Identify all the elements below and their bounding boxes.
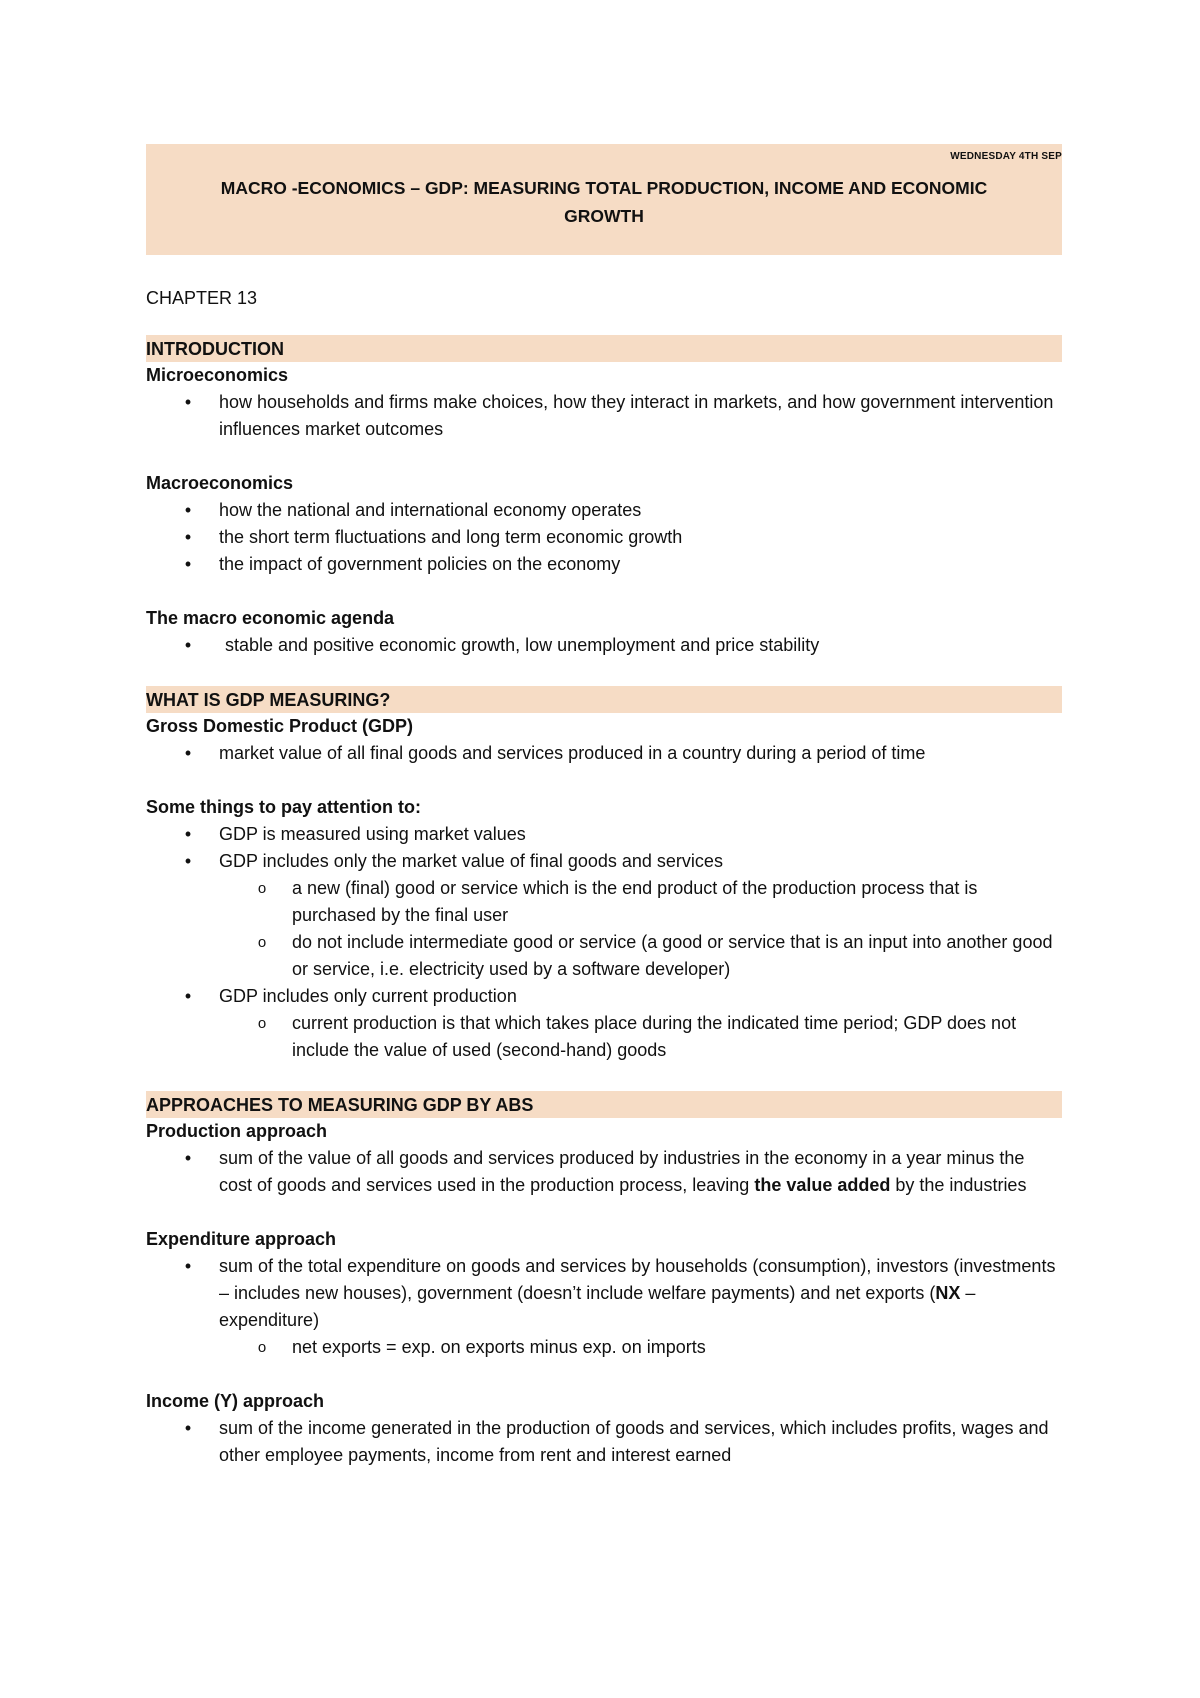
- bullet-list: [146, 632, 1062, 659]
- subheading-macroeconomics: Macroeconomics: [146, 473, 294, 493]
- section-heading-introduction: INTRODUCTION: [146, 335, 1062, 362]
- list-item: • GDP includes only the market value of final goods and services o a new (final) good or service which is the end product of the production process that is purchased by the final user o do not include intermediate good or service (a good or service that is an input into another good or service, i.e. electricity used by a software developer): [146, 848, 1062, 983]
- bullet-icon: •: [184, 1148, 192, 1168]
- bullet-icon: •: [184, 392, 192, 412]
- bullet-list: [146, 821, 1062, 1064]
- list-item: • sum of the total expenditure on goods and services by households (consumption), investors (investments – includes new houses), government (doesn’t include welfare payments) and net exports (NX – expenditure) o net exports = exp. on exports minus exp. on imports: [146, 1253, 1062, 1361]
- document-content: [146, 144, 1062, 1469]
- list-item: • stable and positive economic growth, low unemployment and price stability: [146, 632, 1062, 659]
- bullet-list: [146, 1145, 1062, 1199]
- sub-bullet-icon: o: [257, 1015, 267, 1032]
- list-item: • how households and firms make choices, how they interact in markets, and how government intervention influences market outcomes: [146, 389, 1062, 443]
- bullet-icon: •: [184, 743, 192, 763]
- subheading-agenda: The macro economic agenda: [146, 608, 395, 628]
- list-item: • GDP includes only current production o current production is that which takes place during the indicated time period; GDP does not include the value of used (second-hand) goods: [146, 983, 1062, 1064]
- bullet-icon: •: [184, 851, 192, 871]
- bullet-icon: •: [184, 635, 192, 655]
- list-item: • sum of the value of all goods and services produced by industries in the economy in a year minus the cost of goods and services used in the production process, leaving the value added by the industries: [146, 1145, 1062, 1199]
- sub-list-item: o a new (final) good or service which is the end product of the production process that is purchased by the final user: [146, 875, 1062, 929]
- title-banner: [146, 144, 1062, 255]
- bullet-icon: •: [184, 986, 192, 1006]
- sub-list-item: o current production is that which takes place during the indicated time period; GDP does not include the value of used (second-hand) goods: [146, 1010, 1062, 1064]
- bullet-list: [146, 1253, 1062, 1361]
- bullet-icon: •: [184, 824, 192, 844]
- bullet-icon: •: [184, 500, 192, 520]
- sub-list-item: o net exports = exp. on exports minus exp. on imports: [146, 1334, 1062, 1361]
- list-item: • the short term fluctuations and long term economic growth: [146, 524, 1062, 551]
- sub-bullet-list: [219, 1010, 1062, 1064]
- sub-bullet-list: [219, 875, 1062, 983]
- subheading-attention: Some things to pay attention to:: [146, 797, 421, 817]
- bullet-list: [146, 1415, 1062, 1469]
- date-label: WEDNESDAY 4TH SEP: [950, 151, 1062, 162]
- bullet-list: [146, 740, 1062, 767]
- subheading-microeconomics: Microeconomics: [146, 365, 289, 385]
- bullet-list: [146, 389, 1062, 443]
- sub-bullet-icon: o: [257, 934, 267, 951]
- list-item: • how the national and international economy operates: [146, 497, 1062, 524]
- section-heading-gdp: WHAT IS GDP MEASURING?: [146, 686, 1062, 713]
- subheading-income: Income (Y) approach: [146, 1391, 325, 1411]
- list-item: • the impact of government policies on the economy: [146, 551, 1062, 578]
- list-item: • market value of all final goods and services produced in a country during a period of time: [146, 740, 1062, 767]
- section-heading-approaches: APPROACHES TO MEASURING GDP BY ABS: [146, 1091, 1062, 1118]
- bullet-icon: •: [184, 1418, 192, 1438]
- sub-bullet-icon: o: [257, 880, 267, 897]
- subheading-gdp-definition: Gross Domestic Product (GDP): [146, 716, 414, 736]
- subheading-production: Production approach: [146, 1121, 328, 1141]
- list-item: • GDP is measured using market values: [146, 821, 1062, 848]
- bullet-icon: •: [184, 554, 192, 574]
- bullet-list: [146, 497, 1062, 578]
- sub-list-item: o do not include intermediate good or service (a good or service that is an input into another good or service, i.e. electricity used by a software developer): [146, 929, 1062, 983]
- bullet-icon: •: [184, 1256, 192, 1276]
- sub-bullet-list: [219, 1334, 1062, 1361]
- bullet-icon: •: [184, 527, 192, 547]
- chapter-label: CHAPTER 13: [146, 288, 258, 308]
- document-title: MACRO -ECONOMICS – GDP: MEASURING TOTAL PRODUCTION, INCOME AND ECONOMIC GROWTH: [220, 178, 988, 226]
- sub-bullet-icon: o: [257, 1339, 267, 1356]
- list-item: • sum of the income generated in the production of goods and services, which includes profits, wages and other employee payments, income from rent and interest earned: [146, 1415, 1062, 1469]
- subheading-expenditure: Expenditure approach: [146, 1229, 337, 1249]
